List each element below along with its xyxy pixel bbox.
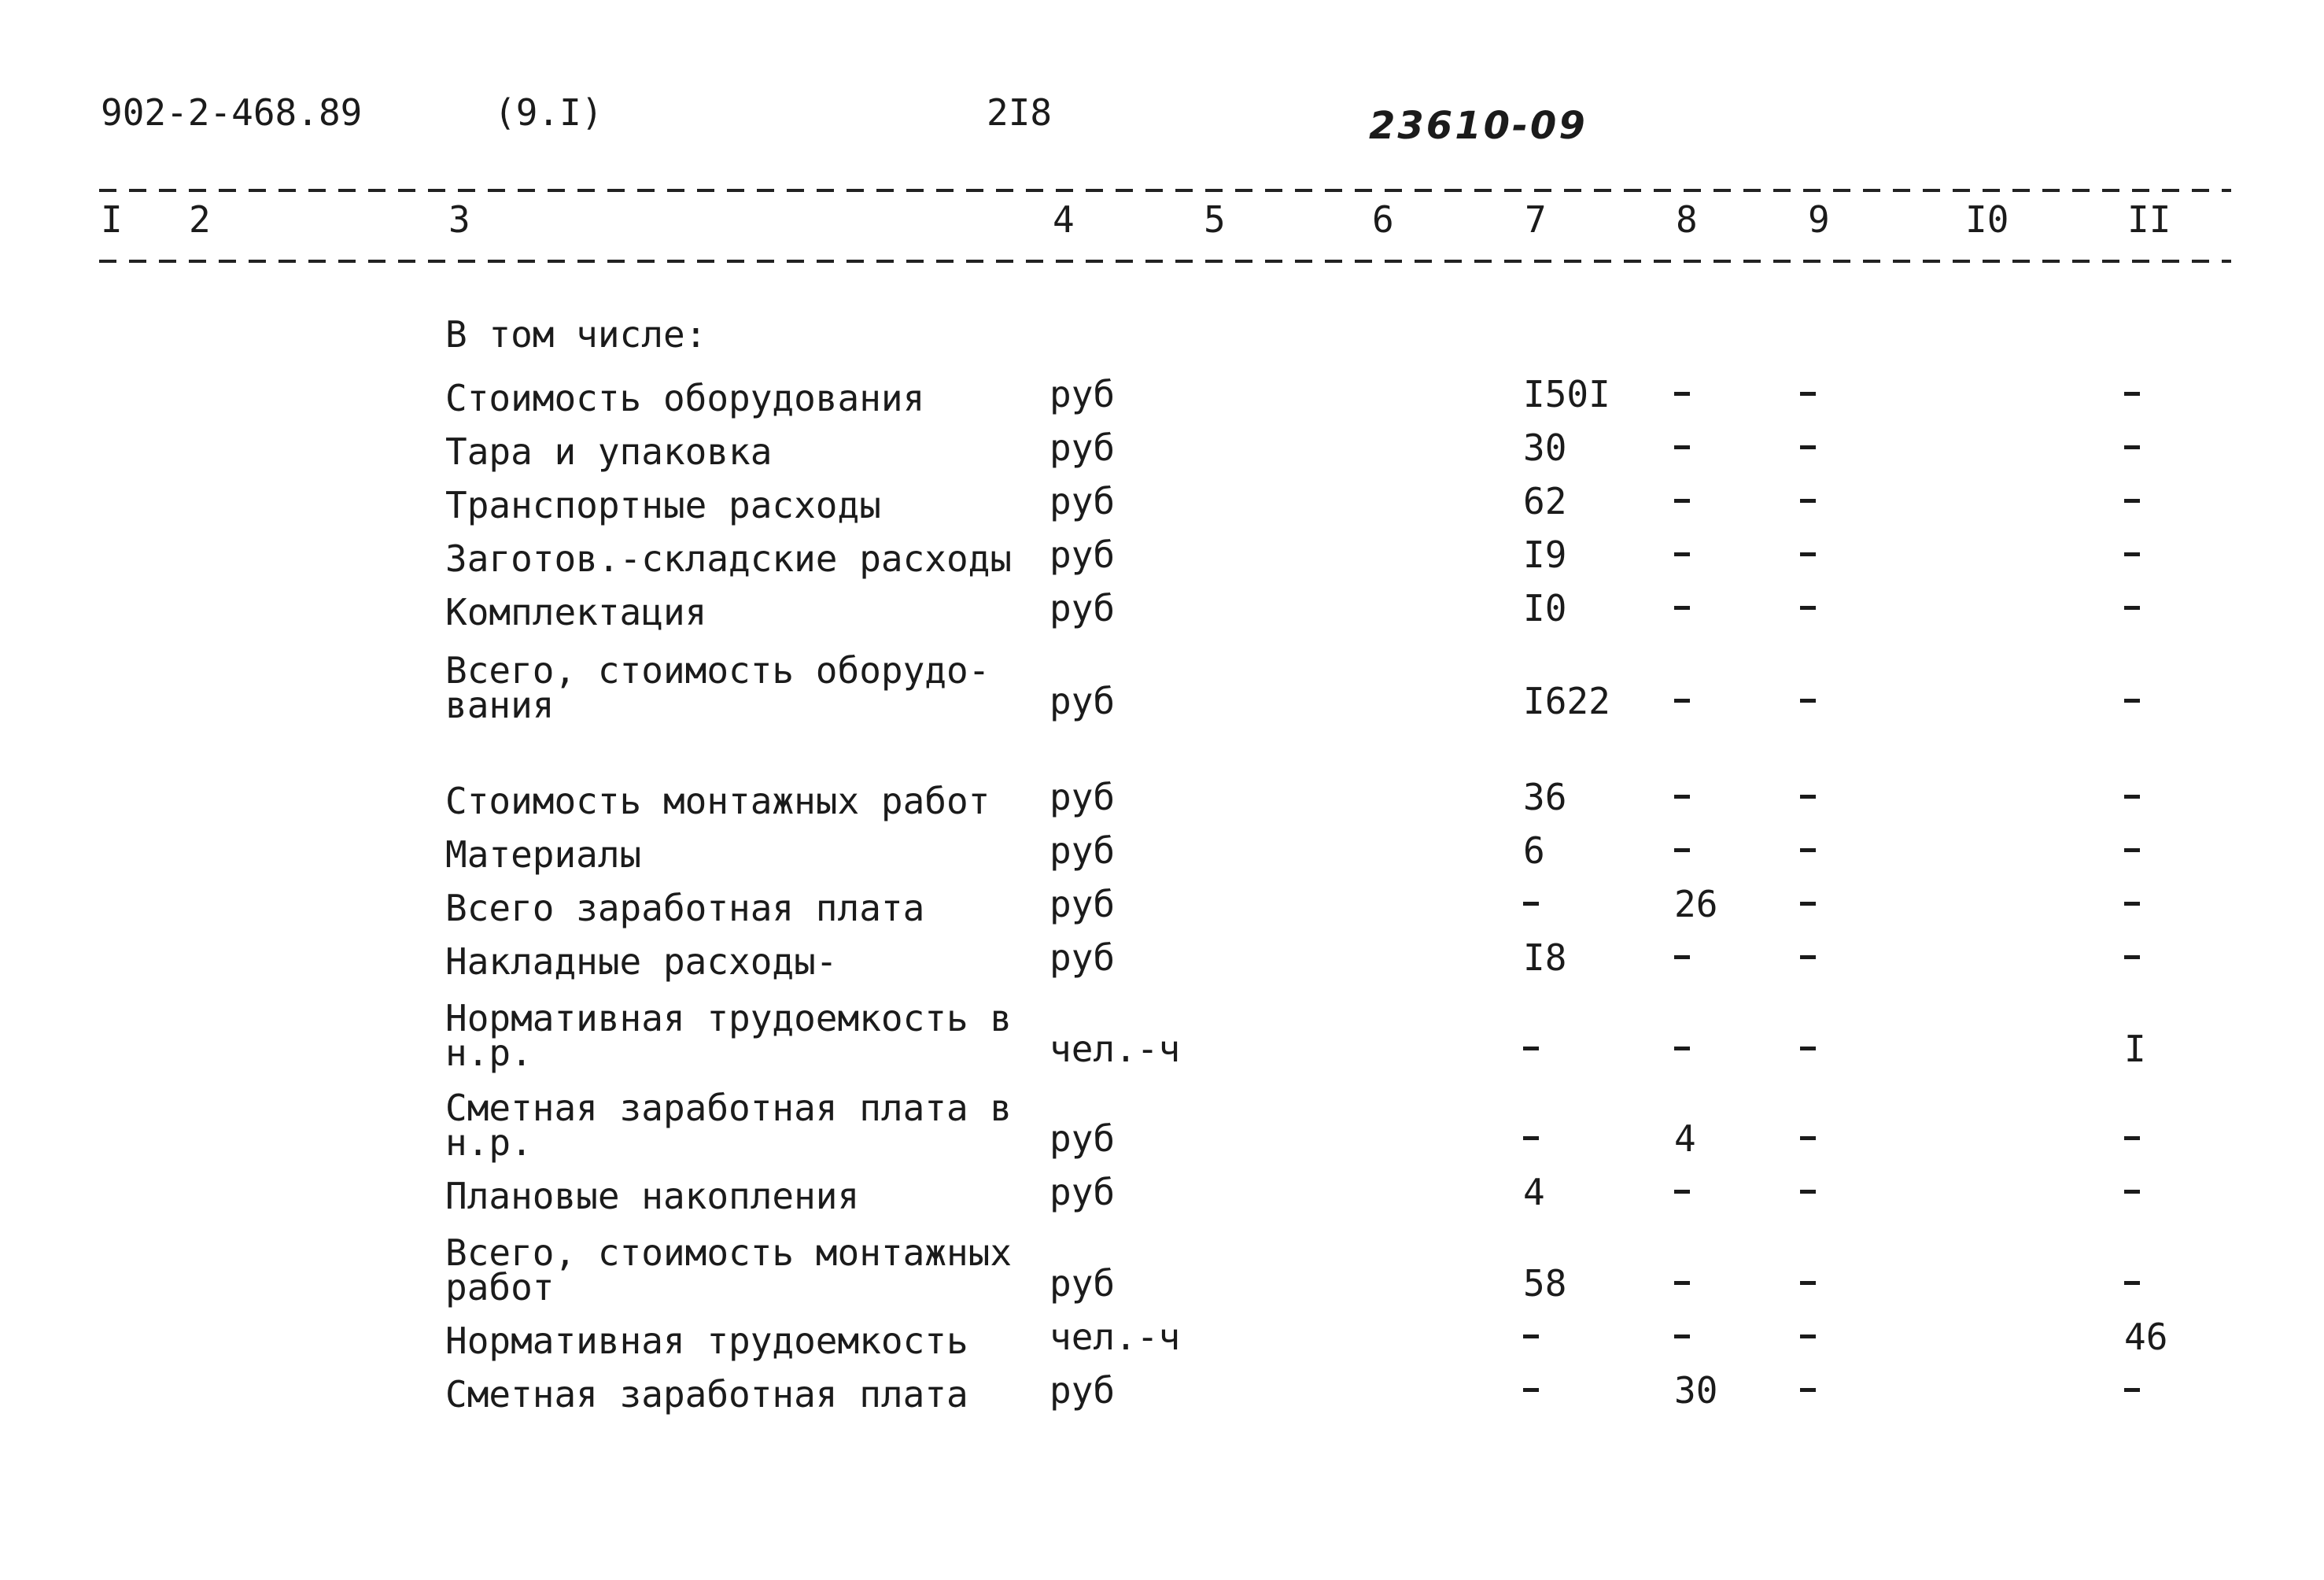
empty-value-dash: [1800, 902, 1816, 906]
row-item-name: Всего, стоимость оборудо-вания: [445, 649, 990, 726]
empty-value-dash: [1674, 392, 1690, 396]
table-row: [0, 762, 2324, 822]
empty-value-dash: [2124, 699, 2140, 703]
row-value-c7: 30: [1523, 426, 1567, 469]
empty-value-dash: [1674, 1335, 1690, 1338]
empty-value-dash: [2124, 955, 2140, 959]
row-value-c8: [1674, 590, 1690, 626]
row-value-c9: [1800, 779, 1816, 815]
table-row: [0, 573, 2324, 633]
row-value-c7: I50I: [1523, 373, 1610, 415]
row-item-name: Нормативная трудоемкость в н.р.: [445, 997, 1013, 1074]
row-value-c8: [1674, 940, 1690, 976]
empty-value-dash: [1674, 1047, 1690, 1050]
row-value-c7: 4: [1523, 1171, 1545, 1213]
row-value-c9: [1800, 940, 1816, 976]
row-value-c11: [2124, 1174, 2140, 1210]
row-unit: руб: [1049, 883, 1116, 925]
row-item-name: Нормативная трудоемкость: [445, 1320, 968, 1362]
row-value-c7: I0: [1523, 587, 1567, 629]
table-row: [0, 1065, 2324, 1164]
row-unit: руб: [1049, 1117, 1116, 1160]
row-value-c8: [1674, 779, 1690, 815]
table-row: [0, 1301, 2324, 1362]
column-header-3: 3: [448, 198, 470, 241]
row-value-c8: [1674, 483, 1690, 519]
empty-value-dash: [2124, 848, 2140, 852]
row-unit: руб: [1049, 829, 1116, 872]
empty-value-dash: [1674, 552, 1690, 556]
row-value-c9: [1800, 1174, 1816, 1210]
row-value-c9: [1800, 832, 1816, 869]
table-row: [0, 466, 2324, 526]
row-unit: руб: [1049, 1171, 1116, 1213]
empty-value-dash: [2124, 552, 2140, 556]
empty-value-dash: [2124, 902, 2140, 906]
row-item-name: Заготов.-складские расходы: [445, 537, 1013, 580]
row-unit: руб: [1049, 776, 1116, 818]
row-item-name: Плановые накопления: [445, 1175, 860, 1217]
row-value-c11: [2124, 1120, 2140, 1157]
empty-value-dash: [1800, 795, 1816, 799]
row-unit: чел.-ч: [1049, 1028, 1181, 1070]
row-value-c11: [2124, 940, 2140, 976]
empty-value-dash: [1523, 1136, 1539, 1140]
row-value-c7: [1523, 1031, 1539, 1067]
column-header-9: 9: [1808, 198, 1830, 241]
empty-value-dash: [1800, 1335, 1816, 1338]
empty-value-dash: [1523, 1047, 1539, 1050]
table-row: [0, 412, 2324, 473]
table-row: [0, 815, 2324, 876]
table-row: [0, 359, 2324, 419]
table-row: [0, 1210, 2324, 1309]
table-top-rule: [99, 189, 2231, 192]
row-item-name: Сметная заработная плата в н.р.: [445, 1087, 1013, 1164]
empty-value-dash: [1674, 1281, 1690, 1285]
table-row: [0, 1355, 2324, 1416]
row-value-c9: [1800, 537, 1816, 573]
table-row: [0, 1157, 2324, 1217]
empty-value-dash: [1800, 699, 1816, 703]
empty-value-dash: [1523, 1388, 1539, 1392]
row-value-c11: [2124, 590, 2140, 626]
row-value-c7: I8: [1523, 936, 1567, 979]
row-value-c11: [2124, 832, 2140, 869]
row-value-c7: 62: [1523, 480, 1567, 522]
empty-value-dash: [1523, 1335, 1539, 1338]
page-number: 2I8: [987, 91, 1053, 134]
empty-value-dash: [1674, 1190, 1690, 1194]
empty-value-dash: [2124, 499, 2140, 503]
row-value-c7: [1523, 1372, 1539, 1408]
row-item-name: Материалы: [445, 833, 642, 876]
row-value-c8: [1674, 832, 1690, 869]
row-value-c9: [1800, 376, 1816, 412]
empty-value-dash: [1800, 1136, 1816, 1140]
row-value-c11: [2124, 1265, 2140, 1301]
column-header-11: II: [2127, 198, 2171, 241]
row-value-c7: I9: [1523, 533, 1567, 576]
row-item-name: Тара и упаковка: [445, 430, 773, 473]
table-row: [0, 519, 2324, 580]
row-item-name: Транспортные расходы: [445, 484, 881, 526]
empty-value-dash: [1800, 1388, 1816, 1392]
row-value-c8: [1674, 430, 1690, 466]
row-unit: руб: [1049, 1369, 1116, 1412]
row-value-c11: [2124, 886, 2140, 922]
row-value-c9: [1800, 430, 1816, 466]
empty-value-dash: [2124, 1281, 2140, 1285]
column-header-1: I: [101, 198, 123, 241]
empty-value-dash: [2124, 1190, 2140, 1194]
row-value-c8: [1674, 1174, 1690, 1210]
document-code: 902-2-468.89: [101, 91, 363, 134]
row-value-c8: [1674, 1265, 1690, 1301]
row-item-name: Всего заработная плата: [445, 887, 925, 929]
empty-value-dash: [1674, 499, 1690, 503]
row-value-c8: [1674, 1319, 1690, 1355]
table-row: [0, 869, 2324, 929]
empty-value-dash: [1800, 1190, 1816, 1194]
column-header-2: 2: [189, 198, 211, 241]
row-value-c9: [1800, 683, 1816, 719]
empty-value-dash: [1674, 795, 1690, 799]
empty-value-dash: [1800, 1047, 1816, 1050]
row-value-c9: [1800, 1120, 1816, 1157]
row-unit: чел.-ч: [1049, 1316, 1181, 1358]
empty-value-dash: [2124, 392, 2140, 396]
empty-value-dash: [1523, 902, 1539, 906]
table-row: [0, 976, 2324, 1074]
row-value-c11: [2124, 1372, 2140, 1408]
column-header-6: 6: [1372, 198, 1394, 241]
empty-value-dash: [1800, 499, 1816, 503]
empty-value-dash: [2124, 795, 2140, 799]
row-value-c8: [1674, 683, 1690, 719]
table-row: [0, 922, 2324, 983]
empty-value-dash: [1800, 1281, 1816, 1285]
column-header-4: 4: [1053, 198, 1075, 241]
row-value-c9: [1800, 1031, 1816, 1067]
row-value-c7: [1523, 1120, 1539, 1157]
row-value-c11: [2124, 376, 2140, 412]
row-value-c8: [1674, 376, 1690, 412]
intro-text: В том числе:: [445, 313, 707, 356]
row-unit: руб: [1049, 533, 1116, 576]
row-unit: руб: [1049, 587, 1116, 629]
empty-value-dash: [1800, 955, 1816, 959]
row-value-c7: 36: [1523, 776, 1567, 818]
row-value-c9: [1800, 1372, 1816, 1408]
empty-value-dash: [1800, 606, 1816, 610]
column-header-5: 5: [1204, 198, 1226, 241]
empty-value-dash: [1800, 848, 1816, 852]
row-value-c11: [2124, 483, 2140, 519]
column-header-8: 8: [1676, 198, 1698, 241]
empty-value-dash: [2124, 606, 2140, 610]
row-unit: руб: [1049, 1262, 1116, 1305]
row-value-c8: 30: [1674, 1369, 1718, 1412]
row-unit: руб: [1049, 936, 1116, 979]
empty-value-dash: [1800, 392, 1816, 396]
row-value-c9: [1800, 590, 1816, 626]
row-value-c11: [2124, 537, 2140, 573]
row-unit: руб: [1049, 680, 1116, 722]
row-unit: руб: [1049, 480, 1116, 522]
empty-value-dash: [2124, 445, 2140, 449]
row-value-c8: [1674, 537, 1690, 573]
empty-value-dash: [1800, 552, 1816, 556]
empty-value-dash: [1674, 848, 1690, 852]
row-value-c8: 26: [1674, 883, 1718, 925]
empty-value-dash: [1800, 445, 1816, 449]
row-value-c7: 58: [1523, 1262, 1567, 1305]
row-value-c9: [1800, 483, 1816, 519]
row-value-c9: [1800, 1265, 1816, 1301]
row-unit: руб: [1049, 373, 1116, 415]
row-item-name: Сметная заработная плата: [445, 1373, 968, 1416]
row-value-c11: I: [2124, 1028, 2146, 1070]
row-value-c8: [1674, 1031, 1690, 1067]
section-number: (9.I): [494, 91, 603, 134]
empty-value-dash: [1674, 445, 1690, 449]
row-value-c11: [2124, 683, 2140, 719]
row-value-c9: [1800, 886, 1816, 922]
row-unit: руб: [1049, 426, 1116, 469]
row-value-c7: [1523, 1319, 1539, 1355]
row-item-name: Накладные расходы-: [445, 940, 838, 983]
row-item-name: Всего, стоимость монтажных работ: [445, 1231, 1013, 1309]
row-value-c11: [2124, 430, 2140, 466]
row-value-c11: 46: [2124, 1316, 2168, 1358]
table-row: [0, 628, 2324, 726]
row-item-name: Стоимость оборудования: [445, 377, 925, 419]
inventory-number: 23610-09: [1369, 104, 1588, 148]
row-value-c7: 6: [1523, 829, 1545, 872]
empty-value-dash: [2124, 1388, 2140, 1392]
table-header-rule: [99, 260, 2231, 263]
row-value-c11: [2124, 779, 2140, 815]
column-header-7: 7: [1525, 198, 1547, 241]
column-header-10: I0: [1965, 198, 2009, 241]
row-value-c8: 4: [1674, 1117, 1696, 1160]
empty-value-dash: [1674, 699, 1690, 703]
row-item-name: Комплектация: [445, 591, 707, 633]
row-item-name: Стоимость монтажных работ: [445, 780, 990, 822]
empty-value-dash: [1674, 606, 1690, 610]
empty-value-dash: [1674, 955, 1690, 959]
row-value-c9: [1800, 1319, 1816, 1355]
empty-value-dash: [2124, 1136, 2140, 1140]
row-value-c7: [1523, 886, 1539, 922]
row-value-c7: I622: [1523, 680, 1610, 722]
